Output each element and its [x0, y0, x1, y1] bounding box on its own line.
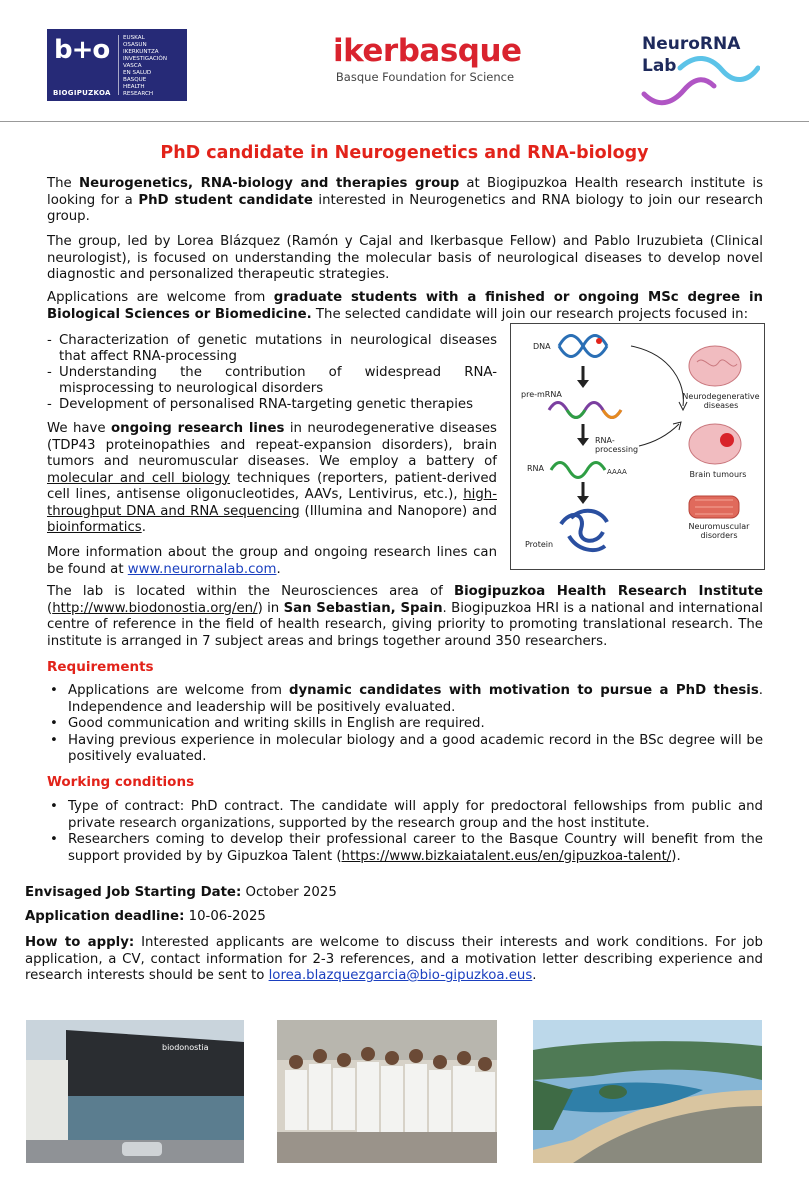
institute-link[interactable]: http://www.biodonostia.org/en/ — [52, 600, 258, 616]
requirements-list — [47, 683, 763, 766]
ikerbasque-name: ikerbasque — [333, 33, 522, 69]
label-pre-mrna: pre-mRNA — [521, 390, 562, 399]
team-photo — [277, 1020, 497, 1163]
label-neuromuscular: Neuromuscular disorders — [688, 522, 750, 540]
how-to-apply-paragraph: How to apply: Interested applicants are welcome to discuss their interests and work conditions. For job application, a CV, contact information for 2-3 references, and a motivation letter describing experience and research interests should be sent to lorea.blazquezgarcia@bio-gipuzkoa.eus. — [25, 935, 763, 983]
ikerbasque-tagline: Basque Foundation for Science — [335, 70, 515, 84]
team-photo-graphic — [277, 1020, 497, 1163]
intro-paragraph: The Neurogenetics, RNA-biology and therapies group at Biogipuzkoa Health research institute is looking for a PhD student candidate interested in Neurogenetics and RNA biology to join our research group. — [47, 176, 764, 224]
list-item: - Development of personalised RNA-targeting genetic therapies — [47, 397, 497, 413]
biogipuzkoa-taglines: EUSKAL OSASUN IKERKUNTZA INVESTIGACIÓN VASCA EN SALUD BASQUE HEALTH RESEARCH — [123, 35, 168, 97]
label-neurodegenerative: Neurodegenerative diseases — [682, 392, 760, 410]
list-item: - Understanding the contribution of widespread RNA-misprocessing to neurological disorders — [47, 365, 497, 397]
ikerbasque-logo — [333, 33, 522, 84]
label-rna-processing: RNA- processing — [595, 436, 639, 454]
building-sign: biodonostia — [162, 1043, 209, 1052]
san-sebastian-photo — [533, 1020, 762, 1163]
header-rule — [0, 121, 809, 122]
label-brain-tumours: Brain tumours — [689, 470, 747, 479]
group-paragraph: The group, led by Lorea Blázquez (Ramón y Cajal and Ikerbasque Fellow) and Pablo Iruzubieta (Clinical neurologist), is focused on understanding the molecular basis of neurological diseases to develop novel diagnostic and personalized therapeutic strategies. — [47, 234, 763, 282]
working-conditions-heading: Working conditions — [47, 774, 195, 790]
rna-processing-figure — [510, 323, 765, 570]
list-item: • Researchers coming to develop their professional career to the Basque Country will benefit from the support provided by by Gipuzkoa Talent (https://www.bizkaiatalent.eus/en/gipuzkoa-talent/). — [47, 832, 763, 865]
logo-divider — [118, 35, 119, 95]
list-item: • Applications are welcome from dynamic candidates with motivation to pursue a PhD thesis. Independence and leadership will be positively evaluated. — [47, 683, 763, 716]
gipuzkoa-talent-link[interactable]: https://www.bizkaiatalent.eus/en/gipuzkoa-talent/ — [341, 848, 672, 864]
requirements-heading: Requirements — [47, 659, 154, 675]
lab-website-link[interactable]: www.neurornalab.com — [127, 561, 277, 577]
start-date-line: Envisaged Job Starting Date: October 2025 — [25, 885, 337, 900]
bay-photo-graphic — [533, 1020, 762, 1163]
contact-email-link[interactable]: lorea.blazquezgarcia@bio-gipuzkoa.eus — [268, 968, 533, 983]
deadline-line: Application deadline: 10-06-2025 — [25, 909, 266, 924]
neurorna-lab-logo — [640, 34, 760, 108]
label-polya: AAAA — [607, 468, 627, 476]
building-photo-graphic — [26, 1020, 244, 1163]
applications-paragraph: Applications are welcome from graduate students with a finished or ongoing MSc degree in Biological Sciences or Biomedicine. The selected candidate will join our research projects focused in: — [47, 290, 764, 322]
biogipuzkoa-logo — [47, 29, 187, 101]
research-paragraph: We have ongoing research lines in neurodegenerative diseases (TDP43 proteinopathies and repeat-expansion disorders), brain tumors and neuromuscular diseases. We employ a battery of molecular and cell biology techniques (reporters, patient-derived cell lines, antisense oligonucleotides, AAVs, Lentivirus, etc.), high-throughput DNA and RNA sequencing (Illumina and Nanopore) and bioinformatics. — [47, 421, 497, 535]
label-rna: RNA — [527, 464, 545, 473]
label-dna: DNA — [533, 342, 551, 351]
list-item: - Characterization of genetic mutations in neurological diseases that affect RNA-processing — [47, 333, 497, 365]
list-item: • Having previous experience in molecular biology and a good academic record in the BSc degree will be positively evaluated. — [47, 733, 763, 766]
more-info-paragraph: More information about the group and ongoing research lines can be found at www.neurornalab.com. — [47, 545, 497, 577]
list-item: • Good communication and writing skills in English are required. — [47, 716, 763, 733]
neurorna-name: NeuroRNA — [642, 34, 741, 54]
label-protein: Protein — [525, 540, 554, 549]
rna-wave-icon — [640, 34, 760, 108]
biogipuzkoa-mark: b+o — [54, 35, 110, 65]
building-photo — [26, 1020, 244, 1163]
neurorna-lab: Lab — [642, 56, 677, 76]
working-conditions-list — [47, 799, 763, 865]
list-item: • Type of contract: PhD contract. The candidate will apply for predoctoral fellowships from public and private research organizations, supported by the research group and the host institute. — [47, 799, 763, 832]
biogipuzkoa-name: BIOGIPUZKOA — [53, 89, 111, 97]
page-title: PhD candidate in Neurogenetics and RNA-biology — [160, 143, 649, 163]
focus-list — [47, 333, 497, 413]
lab-paragraph: The lab is located within the Neurosciences area of Biogipuzkoa Health Research Institute (http://www.biodonostia.org/en/) in San Sebastian, Spain. Biogipuzkoa HRI is a national and international centre of reference in the field of health research, giving priority to promoting translational research. The institute is arranged in 7 subject areas and brings together around 350 researchers. — [47, 584, 764, 649]
